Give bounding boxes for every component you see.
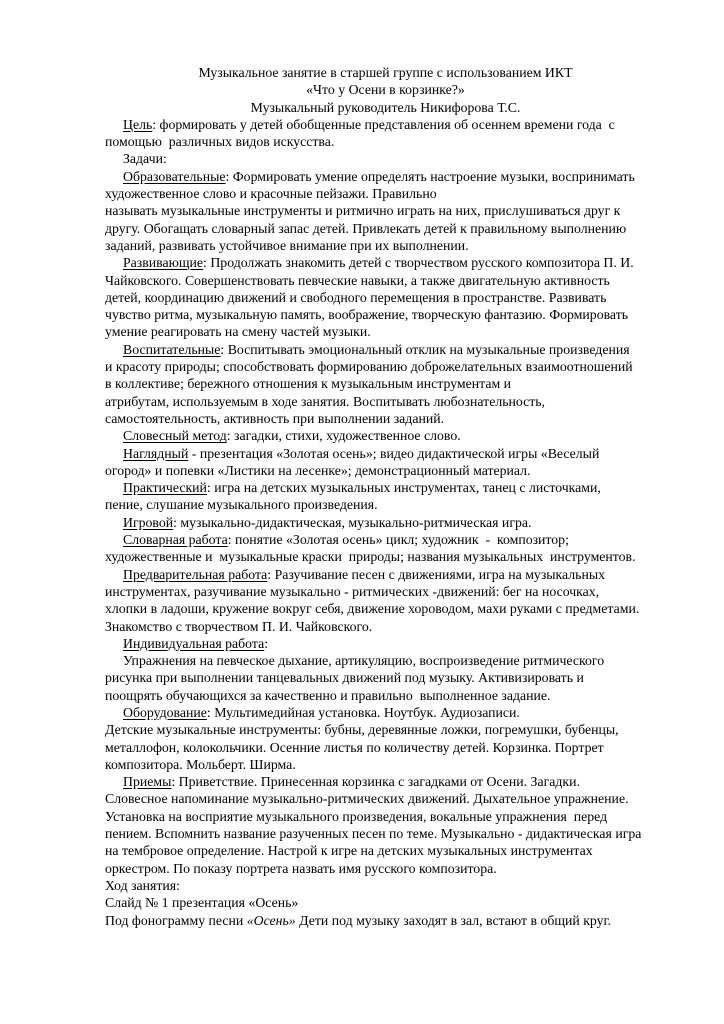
text-line (105, 548, 666, 565)
text-run: Ход занятия: (105, 877, 180, 893)
text-line (105, 150, 666, 167)
text-line (105, 721, 666, 738)
text-run: «Что у Осени в корзинке?» (306, 82, 465, 98)
text-run: пение, слушание музыкального произведения. (105, 497, 378, 513)
text-run: чувство ритма, музыкальную память, воображение, творческую фантазию. Формировать (105, 307, 629, 323)
text-line (105, 185, 666, 202)
text-run: умение реагировать на смену частей музыки. (105, 324, 371, 340)
text-run: : загадки, стихи, художественное слово. (226, 428, 461, 444)
text-run: Чайковского. Совершенствовать певческие навыки, а также двигательную активность (105, 272, 610, 288)
text-run: инструментах, разучивание музыкально - ритмических -движений: бег на носочках, (105, 583, 600, 599)
text-line (105, 583, 666, 600)
text-run: самостоятельность, активность при выполнении заданий. (105, 410, 445, 426)
heading-run: Развивающие (123, 255, 204, 271)
text-run: Музыкальное занятие в старшей группе с использованием ИКТ (198, 65, 573, 80)
text-line (105, 254, 666, 271)
text-line (105, 704, 666, 721)
text-line (105, 877, 666, 894)
text-line (105, 912, 666, 929)
text-line (105, 531, 666, 548)
text-run: : игра на детских музыкальных инструментах, танец с листочками, (206, 480, 601, 496)
text-line (105, 773, 666, 790)
heading-run: Воспитательные (123, 341, 221, 357)
text-line (105, 514, 666, 531)
text-line (105, 393, 666, 410)
text-line (105, 860, 666, 877)
text-line (105, 790, 666, 807)
heading-run: Словесный метод (123, 428, 227, 444)
text-line (105, 566, 666, 583)
text-run: : Воспитывать эмоциональный отклик на музыкальные произведения (220, 341, 630, 357)
text-line (105, 272, 666, 289)
text-run: на тембровое определение. Настрой к игре на детских музыкальных инструментах (105, 843, 593, 859)
text-run: пением. Вспомнить название разученных песен по теме. Музыкально - дидактическая игра (105, 826, 642, 842)
text-run: называть музыкальные инструменты и ритмично играть на них, прислушиваться друг к (105, 203, 621, 219)
text-run: помощью различных видов искусства. (105, 134, 335, 150)
text-line (105, 237, 666, 254)
text-run: заданий, развивать устойчивое внимание при их выполнении. (105, 237, 469, 253)
text-run: в коллективе; бережного отношения к музыкальным инструментам и (105, 376, 512, 392)
text-run: Слайд № 1 презентация «Осень» (105, 895, 299, 911)
text-line (105, 894, 666, 911)
text-run: хлопки в ладоши, кружение вокруг себя, движение хороводом, махи руками с предметами. (105, 601, 640, 617)
text-line (105, 739, 666, 756)
text-run: Упражнения на певческое дыхание, артикуляцию, воспроизведение ритмического (123, 653, 605, 669)
text-line (105, 825, 666, 842)
text-run: Установка на восприятие музыкального произведения, вокальные упражнения перед (105, 808, 608, 824)
text-run: Под фонограмму песни (105, 912, 247, 928)
text-line (105, 81, 666, 98)
heading-run: Игровой (123, 514, 174, 530)
text-run: композитора. Мольберт. Ширма. (105, 756, 296, 772)
text-run: : музыкально-дидактическая, музыкально-ритмическая игра. (173, 514, 532, 530)
text-line (105, 323, 666, 340)
heading-run: Предварительная работа (123, 566, 268, 582)
text-line (105, 445, 666, 462)
heading-run: Оборудование (123, 704, 207, 720)
text-line (105, 116, 666, 133)
heading-run: Цель (123, 116, 153, 132)
text-run: : (264, 635, 269, 651)
text-line (105, 358, 666, 375)
text-run: поощрять обучающихся за качественно и правильно выполненное задание. (105, 687, 551, 703)
text-run: художественное слово и красочные пейзажи. Правильно (105, 186, 437, 202)
text-run: огород» и попевки «Листики на лесенке»; демонстрационный материал. (105, 462, 531, 478)
text-line (105, 168, 666, 185)
text-run: : Разучивание песен с движениями, игра на музыкальных (267, 566, 606, 582)
text-run: : понятие «Золотая осень» цикл; художник - композитор; (227, 532, 569, 548)
text-run: Дети под музыку заходят в зал, встают в общий круг. (295, 912, 612, 928)
text-line (105, 306, 666, 323)
heading-run: Наглядный (123, 445, 189, 461)
text-line (105, 618, 666, 635)
text-run: детей, координацию движений и свободного перемещения в пространстве. Развивать (105, 289, 607, 305)
text-run: : Формировать умение определять настроение музыки, воспринимать (225, 168, 635, 184)
text-run: Знакомство с творчеством П. И. Чайковского. (105, 618, 373, 634)
text-line (105, 375, 666, 392)
text-line (105, 808, 666, 825)
text-run: : формировать у детей обобщенные представления об осеннем времени года с (152, 116, 615, 132)
text-line (105, 669, 666, 686)
heading-run: Приемы (123, 774, 172, 790)
text-run: : Мультимедийная установка. Ноутбук. Аудиозаписи. (206, 704, 520, 720)
text-line (105, 635, 666, 652)
text-line (105, 842, 666, 859)
text-run: Словесное напоминание музыкально-ритмических движений. Дыхательное упражнение. (105, 791, 629, 807)
text-run: Задачи: (123, 151, 167, 167)
text-line (105, 289, 666, 306)
text-line (105, 220, 666, 237)
text-line (105, 427, 666, 444)
text-line (105, 496, 666, 513)
text-line (105, 202, 666, 219)
text-run: атрибутам, используемым в ходе занятия. Воспитывать любознательность, (105, 393, 546, 409)
heading-run: Практический (123, 480, 207, 496)
text-run: художественные и музыкальные краски природы; названия музыкальных инструментов. (105, 549, 636, 565)
text-line (105, 756, 666, 773)
heading-run: Словарная работа (123, 532, 228, 548)
heading-run: Индивидуальная работа (123, 635, 265, 651)
text-line (105, 99, 666, 116)
text-run: металлофон, колокольчики. Осенние листья по количеству детей. Корзинка. Портрет (105, 739, 604, 755)
text-line (105, 462, 666, 479)
text-line (105, 479, 666, 496)
text-line (105, 341, 666, 358)
text-run: Детские музыкальные инструменты: бубны, деревянные ложки, погремушки, бубенцы, (105, 722, 619, 738)
text-line (105, 133, 666, 150)
text-run: Музыкальный руководитель Никифорова Т.С. (250, 99, 521, 115)
text-line (105, 600, 666, 617)
text-line (105, 410, 666, 427)
heading-run: Образовательные (123, 168, 226, 184)
text-run: другу. Обогащать словарный запас детей. Привлекать детей к правильному выполнению (105, 220, 627, 236)
text-run: рисунка при выполнении танцевальных движений под музыку. Активизировать и (105, 670, 584, 686)
text-run: - презентация «Золотая осень»; видео дидактической игры «Веселый (188, 445, 600, 461)
text-run: оркестром. По показу портрета назвать имя русского композитора. (105, 860, 497, 876)
document-body (105, 64, 666, 929)
text-line (105, 64, 666, 81)
text-line (105, 652, 666, 669)
text-run: : Продолжать знакомить детей с творчеством русского композитора П. И. (203, 255, 634, 271)
text-run: и красоту природы; способствовать формированию доброжелательных взаимоотношений (105, 359, 633, 375)
text-line (105, 687, 666, 704)
text-run: : Приветствие. Принесенная корзинка с загадками от Осени. Загадки. (171, 774, 580, 790)
text-run: «Осень» (246, 912, 296, 928)
